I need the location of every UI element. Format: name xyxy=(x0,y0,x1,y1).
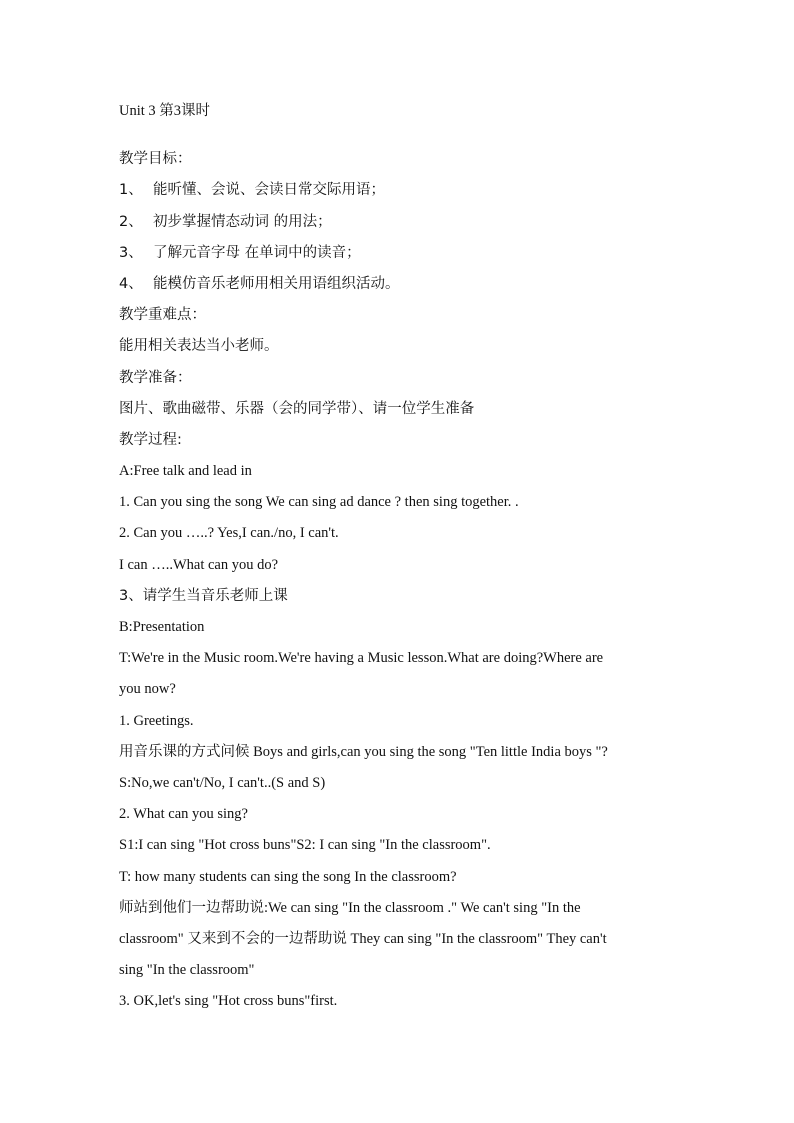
objectives-heading: 教学目标： xyxy=(119,151,192,168)
process-line: sing "In the classroom" xyxy=(119,962,255,979)
objective-item xyxy=(119,175,679,206)
process-line: 用音乐课的方式问候 Boys and girls,can you sing the song "Ten little India boys "? xyxy=(119,743,608,760)
process-line: 2. What can you sing? xyxy=(119,806,248,823)
objective-item xyxy=(119,207,679,238)
process-line: 师站到他们一边帮助说:We can sing "In the classroom ." We can't sing "In the xyxy=(119,899,581,916)
objective-text: 能模仿音乐老师用相关用语组织活动。 xyxy=(153,275,400,292)
process-line: you now? xyxy=(119,681,176,698)
process-line: 1. Can you sing the song We can sing ad dance ? then sing together. . xyxy=(119,494,519,511)
process-heading: 教学过程: xyxy=(119,431,182,448)
document-title: Unit 3 第3课时 xyxy=(119,103,211,119)
objective-item xyxy=(119,269,679,300)
process-line: A:Free talk and lead in xyxy=(119,463,252,480)
process-line: S:No,we can't/No, I can't..(S and S) xyxy=(119,774,326,791)
process-line: 2. Can you …..? Yes,I can./no, I can't. xyxy=(119,525,339,542)
process-line: B:Presentation xyxy=(119,619,205,635)
objective-number: 3、 xyxy=(119,244,143,261)
objective-text: 能听懂、会说、会读日常交际用语； xyxy=(153,182,385,199)
process-line: T:We're in the Music room.We're having a Music lesson.What are doing?Where are xyxy=(119,650,604,667)
key-points-heading: 教学重难点： xyxy=(119,307,206,324)
objective-number: 4、 xyxy=(119,275,143,292)
process-line: classroom" 又来到不会的一边帮助说 They can sing "In the classroom" They can't xyxy=(119,930,607,947)
objective-item xyxy=(119,238,679,269)
process-line: 3. OK,let's sing "Hot cross buns"first. xyxy=(119,993,338,1010)
process-line: T: how many students can sing the song In the classroom? xyxy=(119,868,457,885)
key-points-text: 能用相关表达当小老师。 xyxy=(119,338,279,355)
objective-number: 2、 xyxy=(119,213,143,230)
process-line: 3、请学生当音乐老师上课 xyxy=(119,587,288,604)
process-line: I can …..What can you do? xyxy=(119,556,279,573)
prep-heading: 教学准备： xyxy=(119,369,192,386)
objective-number: 1、 xyxy=(119,182,143,199)
process-line: S1:I can sing "Hot cross buns"S2: I can sing "In the classroom". xyxy=(119,837,491,854)
objective-text: 初步掌握情态动词 的用法； xyxy=(153,213,332,230)
document-page xyxy=(119,96,679,1017)
prep-text: 图片、歌曲磁带、乐器（会的同学带）、请一位学生准备 xyxy=(119,400,475,417)
process-line: 1. Greetings. xyxy=(119,712,194,729)
objective-text: 了解元音字母 在单词中的读音； xyxy=(153,244,361,261)
